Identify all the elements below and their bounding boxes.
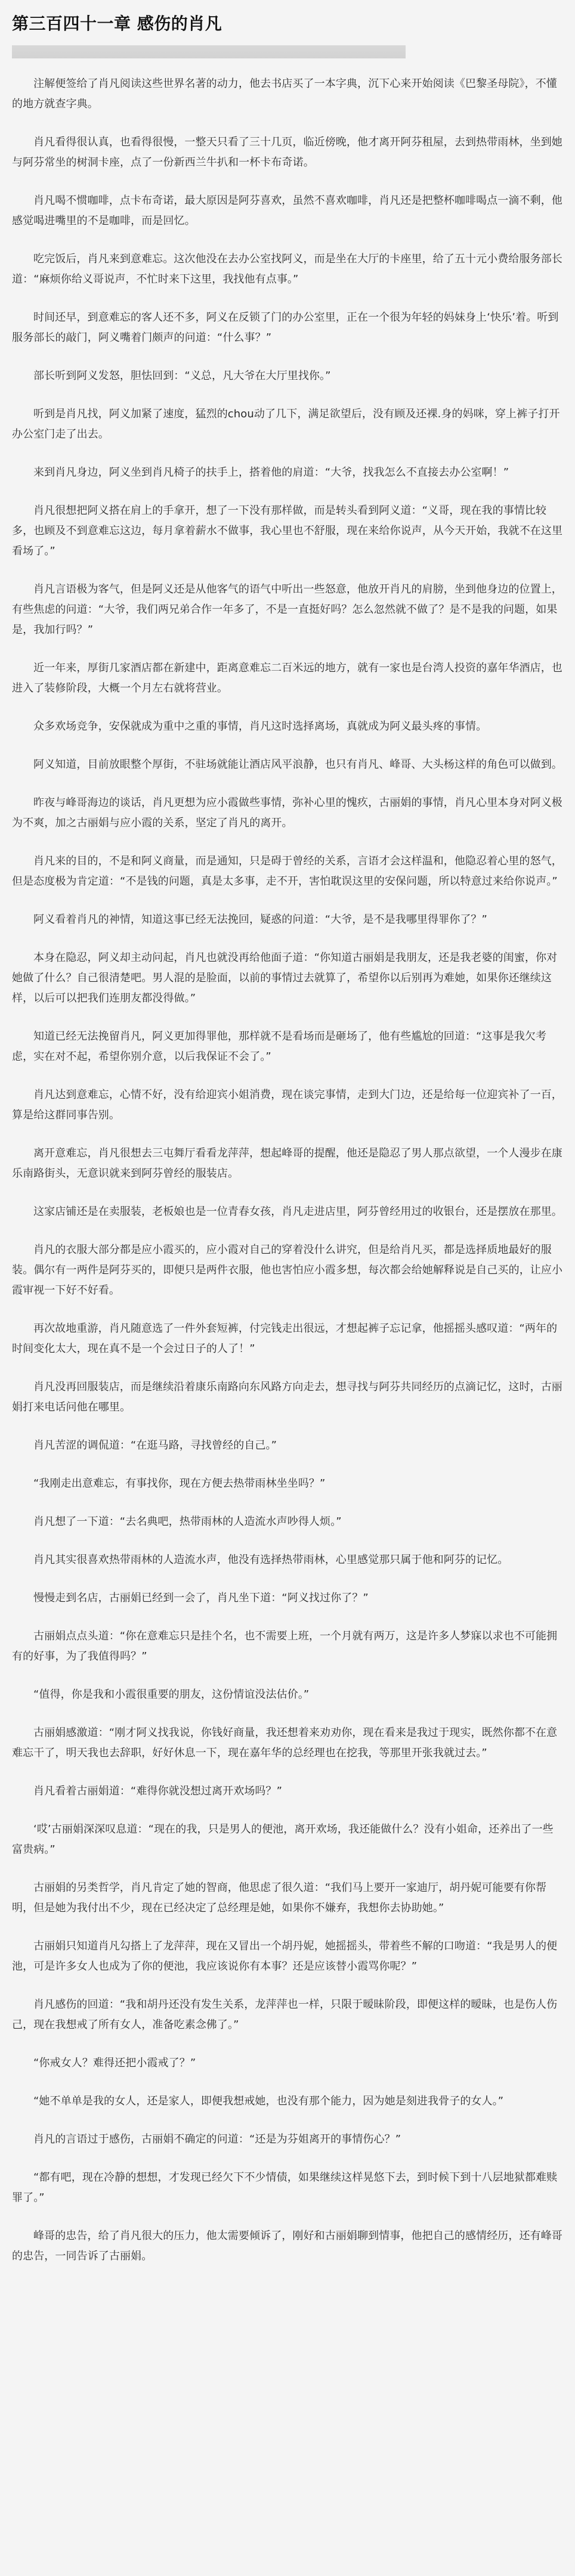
chapter-paragraph: “都有吧，现在冷静的想想，才发现已经欠下不少情债，如果继续这样晃悠下去，到时候下到十八层地狱都难赎罪了。” [12,2171,558,2204]
chapter-paragraph: 肖凡没再回服装店，而是继续沿着康乐南路向东风路方向走去，想寻找与阿芬共同经历的点滴记忆，这时，古丽娟打来电话问他在哪里。 [12,1381,562,1413]
chapter-paragraph: 肖凡言语极为客气，但是阿义还是从他客气的语气中听出一些怒意，他放开肖凡的肩膀，坐到他身边的位置上，有些焦虑的问道：“大爷，我们两兄弟合作一年多了，不是一直挺好吗？怎么忽然就不做了？是不是我的问题，如果是，我加行吗？” [12,583,562,636]
chapter-paragraph: 肖凡看得很认真，也看得很慢，一整天只看了三十几页，临近傍晚，他才离开阿芬租屋，去到热带雨林，坐到她与阿芬常坐的树洞卡座，点了一份新西兰牛扒和一杯卡布奇诺。 [12,136,562,169]
chapter-paragraph: 肖凡其实很喜欢热带雨林的人造流水声，他没有选择热带雨林，心里感觉那只属于他和阿芬的记忆。 [33,1554,509,1566]
chapter-paragraph: 肖凡的衣服大部分都是应小霞买的，应小霞对自己的穿着没什么讲究，但是给肖凡买，都是选择质地最好的服装。偶尔有一两件是阿芬买的，即便只是两件衣服，他也害怕应小霞多想，每次都会给她解释说是自己买的，让应小霞审视一下好不好看。 [12,1244,563,1297]
chapter-paragraph: 众多欢场竞争，安保就成为重中之重的事情，肖凡这时选择离场，真就成为阿义最头疼的事情。 [33,720,487,733]
chapter-paragraph: 古丽娟只知道肖凡勾搭上了龙萍萍，现在又冒出一个胡丹妮，她摇摇头，带着些不解的口吻道：“我是男人的便池，可是许多女人也成为了你的便池，我应该说你有本事？还是应该替小霞骂你呢？” [12,1940,558,1973]
chapter-paragraph: 古丽娟感激道：“刚才阿义找我说，你钱好商量，我还想着来劝劝你，现在看来是我过于现实，既然你都不在意难忘干了，明天我也去辞职，好好休息一下，现在嘉年华的总经理也在挖我，等那里开张我就过去。” [12,1726,558,1759]
chapter-paragraph: 肖凡苦涩的调侃道：“在逛马路，寻找曾经的自己。” [33,1439,277,1452]
chapter-paragraph: 再次故地重游，肖凡随意选了一件外套短裤，付完钱走出很远，才想起裤子忘记拿，他摇摇头感叹道：“两年的时间变化太大，现在真不是一个会过日子的人了！” [12,1322,558,1355]
title-divider [12,45,406,58]
chapter-paragraph: 离开意难忘，肖凡很想去三屯舞厅看看龙萍萍，想起峰哥的提醒，他还是隐忍了男人那点欲望，一个人漫步在康乐南路街头，无意识就来到阿芬曾经的服装店。 [12,1147,562,1180]
chapter-paragraph: 肖凡想了一下道：“去名典吧，热带雨林的人造流水声吵得人烦。” [33,1515,342,1528]
chapter-paragraph: 肖凡看着古丽娟道：“难得你就没想过离开欢场吗？” [33,1785,283,1797]
chapter-paragraph: 吃完饭后，肖凡来到意难忘。这次他没在去办公室找阿义，而是坐在大厅的卡座里，给了五十元小费给服务部长道：“麻烦你给义哥说声，不忙时来下这里，我找他有点事。” [12,253,562,286]
chapter-paragraph: “你戒女人？难得还把小霞戒了？” [33,2057,196,2069]
chapter-paragraph: 古丽娟点点头道：“你在意难忘只是挂个名，也不需要上班，一个月就有两万，这是许多人梦寐以求也不可能拥有的好事，为了我值得吗？” [12,1630,558,1663]
chapter-paragraph: 注解便签给了肖凡阅读这些世界名著的动力，他去书店买了一本字典，沉下心来开始阅读《巴黎圣母院》，不懂的地方就查字典。 [12,78,557,110]
chapter-paragraph: 听到是肖凡找，阿义加紧了速度，猛烈的chou动了几下，满足欲望后，没有顾及还裸.身的妈咪，穿上裤子打开办公室门走了出去。 [12,408,560,441]
chapter-paragraph: “我刚走出意难忘，有事找你，现在方便去热带雨林坐坐吗？” [33,1477,326,1490]
chapter-paragraph: 知道已经无法挽留肖凡，阿义更加得罪他，那样就不是看场而是砸场了，他有些尴尬的回道：“这事是我欠考虑，实在对不起，希望你别介意，以后我保证不会了。” [12,1030,547,1063]
chapter-paragraph: 慢慢走到名店，古丽娟已经到一会了，肖凡坐下道：“阿义找过你了？” [33,1592,369,1604]
chapter-paragraph: 阿义知道，目前放眼整个厚街，不驻场就能让酒店风平浪静，也只有肖凡、峰哥、大头杨这样的角色可以做到。 [33,758,562,771]
chapter-paragraph: 阿义看着肖凡的神情，知道这事已经无法挽回，疑惑的问道：“大爷，是不是我哪里得罪你了？” [33,913,487,926]
chapter-body [12,74,563,2267]
chapter-paragraph: 峰哥的忠告，给了肖凡很大的压力，他太需要倾诉了，刚好和古丽娟聊到情事，他把自己的感情经历，还有峰哥的忠告，一同告诉了古丽娟。 [12,2230,562,2262]
chapter-paragraph: 来到肖凡身边，阿义坐到肖凡椅子的扶手上，搭着他的肩道：“大爷，找我怎么不直接去办公室啊！” [33,466,509,479]
chapter-paragraph: 时间还早，到意难忘的客人还不多，阿义在反锁了门的办公室里，正在一个很为年轻的妈妹身上‘快乐’着。听到服务部长的敲门，阿义嘴着门颇声的问道：“什么事？” [12,311,559,344]
chapter-paragraph: 部长听到阿义发怒，胆怯回到：“义总，凡大爷在大厅里找你。” [33,370,331,382]
chapter-paragraph: 这家店铺还是在卖服装，老板娘也是一位青春女孩，肖凡走进店里，阿芬曾经用过的收银台，还是摆放在那里。 [33,1205,562,1218]
chapter-paragraph: 本身在隐忍，阿义却主动问起，肖凡也就没再给他面子道：“你知道古丽娟是我朋友，还是我老婆的闺蜜，你对她做了什么？自己很清楚吧。男人混的是脸面，以前的事情过去就算了，希望你以后别再为难她，如果你还继续这样，以后可以把我们连朋友都没得做。” [12,951,558,1005]
chapter-paragraph: “她不单单是我的女人，还是家人，即便我想戒她，也没有那个能力，因为她是刻进我骨子的女人。” [33,2095,504,2107]
chapter-paragraph: 肖凡来的目的，不是和阿义商量，而是通知，只是碍于曾经的关系，言语才会这样温和，他隐忍着心里的怒气，但是态度极为肯定道：“不是钱的问题，真是太多事，走不开，害怕耽误这里的安保问题，所以特意过来给你说声。” [12,855,562,888]
chapter-paragraph: 古丽娟的另类哲学，肖凡肯定了她的智商，他思虑了很久道：“我们马上要开一家迪厅，胡丹妮可能要有你帮明，但是她为我付出不少，现在已经决定了总经理是她，如果你不嫌弃，我想你去协助她。” [12,1881,547,1914]
chapter-paragraph: “值得，你是我和小霞很重要的朋友，这份情谊没法估价。” [33,1688,310,1701]
chapter-paragraph: 近一年来，厚街几家酒店都在新建中，距离意难忘二百米远的地方，就有一家也是台湾人投资的嘉年华酒店，也进入了装修阶段，大概一个月左右就将营业。 [12,662,562,695]
chapter-paragraph: ‘哎’古丽娟深深叹息道：“现在的我，只是男人的便池，离开欢场，我还能做什么？没有小姐命，还养出了一些富贵病。” [12,1823,554,1856]
chapter-paragraph: 肖凡很想把阿义搭在肩上的手拿开，想了一下没有那样做，而是转头看到阿义道：“义哥，现在我的事情比较多，也顾及不到意难忘这边，每月拿着薪水不做事，我心里也不舒服，现在来给你说声，从今天开始，我就不在这里看场了。” [12,504,563,557]
chapter-paragraph: 肖凡的言语过于感伤，古丽娟不确定的问道：“还是为芬姐离开的事情伤心？” [33,2133,401,2146]
chapter-paragraph: 肖凡感伤的回道：“我和胡丹还没有发生关系，龙萍萍也一样，只限于暧昧阶段，即便这样的暧昧，也是伤人伤己，现在我想戒了所有女人，准备吃素念佛了。” [12,1998,558,2031]
chapter-paragraph: 肖凡达到意难忘，心情不好，没有给迎宾小姐消费，现在谈完事情，走到大门边，还是给每一位迎宾补了一百，算是给这群同事告别。 [12,1089,562,1121]
chapter-paragraph: 昨夜与峰哥海边的谈话，肖凡更想为应小霞做些事情，弥补心里的愧疚，古丽娟的事情，肖凡心里本身对阿义极为不爽，加之古丽娟与应小霞的关系，坚定了肖凡的离开。 [12,796,562,829]
chapter-title: 第三百四十一章 感伤的肖凡 [12,14,222,33]
chapter-paragraph: 肖凡喝不惯咖啡，点卡布奇诺，最大原因是阿芬喜欢，虽然不喜欢咖啡，肖凡还是把整杯咖啡喝点一滴不剩，他感觉喝进嘴里的不是咖啡，而是回忆。 [12,194,562,227]
